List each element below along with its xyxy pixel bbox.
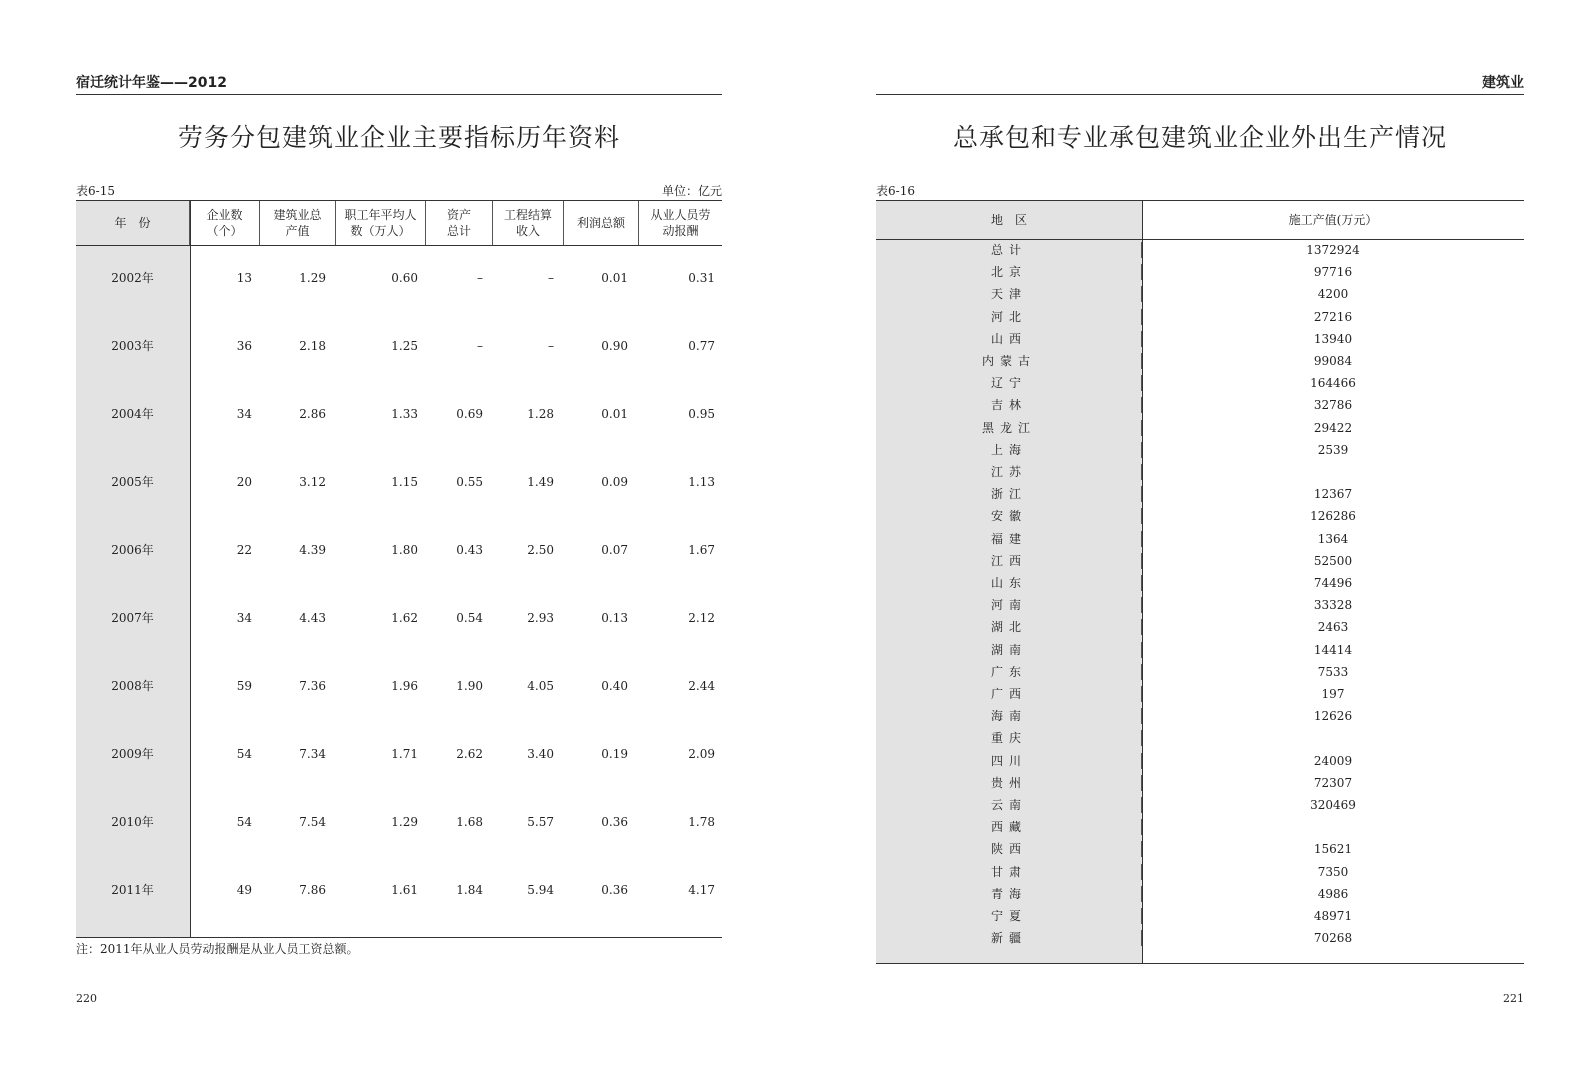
cell-employees: 1.62 xyxy=(391,611,418,625)
cell-output: 4.39 xyxy=(299,543,326,557)
cell-employees: 0.60 xyxy=(391,271,418,285)
cell-assets: 2.62 xyxy=(456,747,483,761)
cell-pay: 1.13 xyxy=(688,475,715,489)
cell-output-value: 7533 xyxy=(1317,664,1349,679)
cell-assets: 0.43 xyxy=(456,543,483,557)
cell-profit: 0.01 xyxy=(601,271,628,285)
cell-settlement: 4.05 xyxy=(527,679,554,693)
table-row xyxy=(876,816,1524,839)
cell-region: 山西 xyxy=(990,331,1027,346)
cell-region: 辽宁 xyxy=(990,376,1027,391)
column-divider xyxy=(1141,730,1142,746)
cell-region: 贵州 xyxy=(990,775,1027,790)
cell-enterprises: 49 xyxy=(236,883,252,897)
table-row xyxy=(876,572,1524,595)
table-row xyxy=(76,268,722,288)
cell-enterprises: 22 xyxy=(236,543,252,557)
cell-assets: – xyxy=(477,271,483,285)
table-row xyxy=(876,772,1524,795)
cell-settlement: 3.40 xyxy=(527,747,554,761)
table-number-right: 表6-16 xyxy=(876,184,915,198)
regional-output-table xyxy=(876,200,1524,964)
cell-region: 浙江 xyxy=(990,487,1027,502)
cell-output: 7.86 xyxy=(299,883,326,897)
cell-output-value: 4986 xyxy=(1317,886,1349,901)
cell-pay: 1.67 xyxy=(688,543,715,557)
cell-enterprises: 34 xyxy=(236,407,252,421)
table-row xyxy=(876,417,1524,440)
cell-output-value: 1364 xyxy=(1317,531,1349,546)
cell-region: 青海 xyxy=(990,886,1027,901)
cell-output-value: 29422 xyxy=(1313,420,1353,435)
right-page xyxy=(876,0,1524,1077)
cell-settlement: 5.94 xyxy=(527,883,554,897)
cell-year: 2004年 xyxy=(111,407,154,421)
cell-region: 天津 xyxy=(990,287,1027,302)
cell-assets: – xyxy=(477,339,483,353)
table-row xyxy=(876,505,1524,528)
table-number-left: 表6-15 xyxy=(76,184,115,198)
table-row xyxy=(76,608,722,628)
table-row xyxy=(876,461,1524,484)
table-row xyxy=(76,472,722,492)
header-year: 年 份 xyxy=(76,201,190,245)
cell-assets: 0.55 xyxy=(456,475,483,489)
page-title-left: 劳务分包建筑业企业主要指标历年资料 xyxy=(177,123,620,152)
cell-output-value: 4200 xyxy=(1317,287,1349,302)
header-settlement: 工程结算 收入 xyxy=(493,201,564,245)
cell-region: 湖北 xyxy=(990,620,1027,635)
cell-profit: 0.01 xyxy=(601,407,628,421)
table-row xyxy=(876,794,1524,817)
cell-output: 1.29 xyxy=(299,271,326,285)
cell-enterprises: 54 xyxy=(236,815,252,829)
cell-enterprises: 36 xyxy=(236,339,252,353)
table-row xyxy=(876,239,1524,262)
cell-employees: 1.96 xyxy=(391,679,418,693)
table-row xyxy=(876,838,1524,861)
cell-pay: 0.95 xyxy=(688,407,715,421)
table-row xyxy=(76,812,722,832)
table-row xyxy=(876,750,1524,773)
cell-pay: 0.77 xyxy=(688,339,715,353)
table-row xyxy=(876,639,1524,662)
cell-region: 河北 xyxy=(990,309,1027,324)
cell-output-value: 14414 xyxy=(1313,642,1353,657)
cell-pay: 1.78 xyxy=(688,815,715,829)
cell-assets: 1.68 xyxy=(456,815,483,829)
cell-year: 2011年 xyxy=(111,883,154,897)
table-row xyxy=(876,528,1524,551)
cell-region: 广东 xyxy=(990,664,1027,679)
cell-settlement: – xyxy=(548,339,554,353)
column-divider xyxy=(1141,464,1142,480)
table-row xyxy=(876,261,1524,284)
running-head-right: 建筑业 xyxy=(876,74,1524,95)
cell-output-value: 1372924 xyxy=(1306,243,1360,257)
table-row xyxy=(876,661,1524,684)
cell-output-value: 320469 xyxy=(1310,798,1356,812)
cell-output-value: 32786 xyxy=(1313,398,1353,413)
unit-label: 单位：亿元 xyxy=(661,184,722,198)
table-row xyxy=(76,540,722,560)
table-row xyxy=(876,394,1524,417)
cell-output-value: 72307 xyxy=(1313,775,1353,790)
cell-enterprises: 13 xyxy=(236,271,252,285)
cell-profit: 0.19 xyxy=(601,747,628,761)
cell-assets: 0.54 xyxy=(456,611,483,625)
table-row xyxy=(76,880,722,900)
cell-region: 陕西 xyxy=(990,842,1027,857)
cell-region: 宁夏 xyxy=(990,909,1027,923)
cell-output-value: 12626 xyxy=(1313,709,1353,724)
cell-region: 江苏 xyxy=(990,465,1027,479)
header-output-value: 施工产值(万元） xyxy=(1288,213,1378,227)
cell-output: 4.43 xyxy=(299,611,326,625)
cell-region: 新疆 xyxy=(990,931,1027,946)
cell-region: 广西 xyxy=(990,687,1027,701)
table-row xyxy=(876,705,1524,728)
cell-employees: 1.71 xyxy=(391,747,418,761)
table-row xyxy=(76,676,722,696)
table-row xyxy=(76,744,722,764)
cell-settlement: 5.57 xyxy=(527,815,554,829)
table-row xyxy=(876,372,1524,395)
cell-enterprises: 34 xyxy=(236,611,252,625)
header-assets: 资产 总计 xyxy=(426,201,493,245)
cell-output-value: 15621 xyxy=(1313,842,1353,857)
cell-output-value: 2539 xyxy=(1317,442,1349,457)
page-number-right: 221 xyxy=(1503,992,1524,1005)
cell-settlement: 2.93 xyxy=(527,611,554,625)
header-pay: 从业人员劳 动报酬 xyxy=(650,208,711,238)
cell-region: 河南 xyxy=(990,598,1027,613)
page-number-left: 220 xyxy=(76,992,97,1005)
cell-pay: 2.09 xyxy=(688,747,715,761)
table-note: 注：2011年从业人员劳动报酬是从业人员工资总额。 xyxy=(76,942,359,956)
cell-region: 山东 xyxy=(990,576,1027,590)
cell-year: 2006年 xyxy=(111,543,154,557)
table-row xyxy=(876,927,1524,950)
cell-output-value: 99084 xyxy=(1313,354,1353,368)
cell-region: 甘肃 xyxy=(990,864,1027,879)
cell-output-value: 97716 xyxy=(1313,265,1353,280)
cell-output-value: 24009 xyxy=(1313,753,1353,768)
cell-employees: 1.61 xyxy=(391,883,418,897)
header-output: 建筑业总 产值 xyxy=(260,201,336,245)
cell-year: 2002年 xyxy=(111,271,154,285)
cell-output-value: 7350 xyxy=(1317,864,1349,879)
cell-region: 安徽 xyxy=(990,509,1027,524)
header-region: 地 区 xyxy=(990,213,1027,227)
cell-employees: 1.33 xyxy=(391,407,418,421)
cell-enterprises: 59 xyxy=(236,679,252,693)
cell-profit: 0.09 xyxy=(601,475,628,489)
cell-assets: 0.69 xyxy=(456,407,483,421)
cell-profit: 0.07 xyxy=(601,543,628,557)
cell-output: 7.54 xyxy=(299,815,326,829)
table-row xyxy=(876,283,1524,306)
cell-output: 7.36 xyxy=(299,679,326,693)
cell-output: 2.86 xyxy=(299,407,326,421)
table-row xyxy=(876,439,1524,462)
header-employees: 职工年平均人 数（万人） xyxy=(336,201,426,245)
cell-profit: 0.36 xyxy=(601,883,628,897)
cell-region: 总计 xyxy=(990,243,1027,257)
cell-output: 2.18 xyxy=(299,339,326,353)
cell-region: 云南 xyxy=(990,798,1027,812)
cell-pay: 0.31 xyxy=(688,271,715,285)
table-header-row xyxy=(876,201,1524,240)
cell-settlement: – xyxy=(548,271,554,285)
cell-region: 四川 xyxy=(990,753,1027,768)
header-profit: 利润总额 xyxy=(564,201,639,245)
cell-enterprises: 20 xyxy=(236,475,252,489)
cell-year: 2008年 xyxy=(111,679,154,693)
cell-profit: 0.36 xyxy=(601,815,628,829)
cell-output-value: 27216 xyxy=(1313,309,1353,324)
cell-year: 2005年 xyxy=(111,475,154,489)
table-row xyxy=(876,328,1524,351)
cell-region: 内蒙古 xyxy=(981,354,1036,368)
cell-employees: 1.25 xyxy=(391,339,418,353)
cell-profit: 0.90 xyxy=(601,339,628,353)
cell-region: 吉林 xyxy=(990,398,1027,413)
cell-year: 2003年 xyxy=(111,339,154,353)
cell-output-value: 2463 xyxy=(1317,620,1349,635)
cell-output-value: 52500 xyxy=(1313,553,1353,568)
cell-employees: 1.80 xyxy=(391,543,418,557)
cell-output-value: 126286 xyxy=(1310,509,1356,524)
cell-region: 福建 xyxy=(990,531,1027,546)
cell-settlement: 1.28 xyxy=(527,407,554,421)
column-divider xyxy=(1141,819,1142,835)
cell-output-value: 48971 xyxy=(1313,909,1353,923)
cell-assets: 1.84 xyxy=(456,883,483,897)
table-row xyxy=(876,483,1524,506)
cell-output-value: 164466 xyxy=(1310,376,1356,391)
cell-profit: 0.13 xyxy=(601,611,628,625)
indicators-table xyxy=(76,200,722,938)
table-row xyxy=(876,616,1524,639)
cell-region: 上海 xyxy=(990,442,1027,457)
cell-output-value: 70268 xyxy=(1313,931,1353,946)
cell-output-value: 33328 xyxy=(1313,598,1353,613)
table-row xyxy=(876,883,1524,906)
table-row xyxy=(876,550,1524,573)
table-row xyxy=(876,350,1524,373)
table-row xyxy=(876,861,1524,884)
cell-assets: 1.90 xyxy=(456,679,483,693)
cell-year: 2007年 xyxy=(111,611,154,625)
page-title-right: 总承包和专业承包建筑业企业外出生产情况 xyxy=(952,123,1447,152)
cell-region: 江西 xyxy=(990,553,1027,568)
cell-output-value: 13940 xyxy=(1313,331,1353,346)
cell-output-value: 197 xyxy=(1321,687,1345,701)
cell-region: 西藏 xyxy=(990,820,1027,835)
header-enterprises: 企业数 （个） xyxy=(190,201,260,245)
cell-output: 3.12 xyxy=(299,475,326,489)
cell-region: 黑龙江 xyxy=(981,420,1036,435)
cell-employees: 1.15 xyxy=(391,475,418,489)
cell-pay: 2.12 xyxy=(688,611,715,625)
cell-pay: 2.44 xyxy=(688,679,715,693)
cell-enterprises: 54 xyxy=(236,747,252,761)
left-page xyxy=(76,0,722,1077)
cell-employees: 1.29 xyxy=(391,815,418,829)
cell-pay: 4.17 xyxy=(688,883,715,897)
cell-region: 湖南 xyxy=(990,642,1027,657)
cell-region: 海南 xyxy=(990,709,1027,724)
table-row xyxy=(76,404,722,424)
table-row xyxy=(876,727,1524,750)
cell-year: 2009年 xyxy=(111,747,154,761)
table-row xyxy=(876,594,1524,617)
table-header-row xyxy=(76,201,722,246)
cell-year: 2010年 xyxy=(111,815,154,829)
cell-region: 北京 xyxy=(990,265,1027,280)
table-row xyxy=(876,683,1524,706)
cell-output-value: 12367 xyxy=(1313,487,1353,502)
cell-output-value: 74496 xyxy=(1313,576,1353,590)
running-head-left: 宿迁统计年鉴——2012 xyxy=(76,74,722,95)
cell-profit: 0.40 xyxy=(601,679,628,693)
cell-settlement: 2.50 xyxy=(527,543,554,557)
cell-region: 重庆 xyxy=(990,731,1027,746)
cell-settlement: 1.49 xyxy=(527,475,554,489)
table-row xyxy=(76,336,722,356)
cell-output: 7.34 xyxy=(299,747,326,761)
table-row xyxy=(876,905,1524,928)
table-row xyxy=(876,306,1524,329)
